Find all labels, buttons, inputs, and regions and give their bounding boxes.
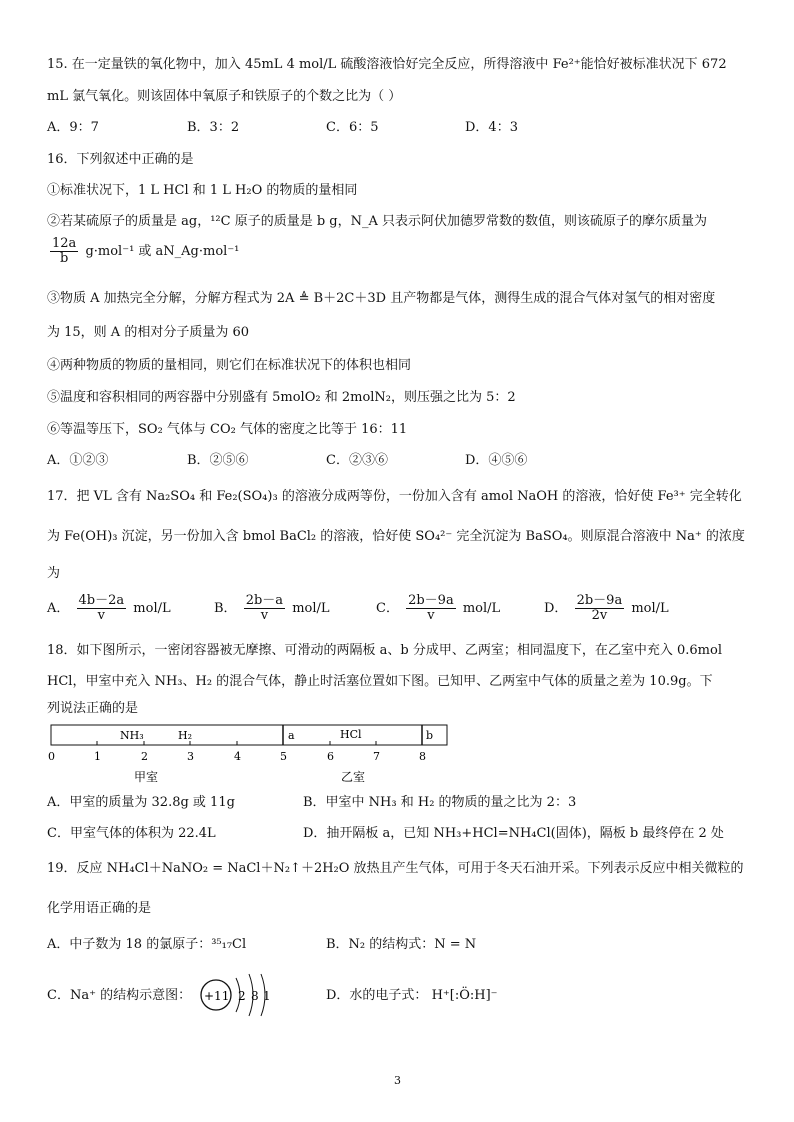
q15-option-a: A．9：7 xyxy=(47,120,99,135)
tick-label: 5 xyxy=(280,750,287,763)
q16-statement-3-line1: ③物质 A 加热完全分解，分解方程式为 2A ≜ B＋2C＋3D 且产物都是气体，测得生成的混合气体对氢气的相对密度 xyxy=(47,291,716,306)
fraction xyxy=(575,594,625,623)
fraction xyxy=(406,594,456,623)
shell-electrons: 2 xyxy=(238,989,246,1003)
fraction-numerator: 4b－2a xyxy=(78,593,125,608)
q15-option-c: C．6：5 xyxy=(326,120,379,135)
q16-statement-6: ⑥等温等压下，SO₂ 气体与 CO₂ 气体的密度之比等于 16：11 xyxy=(47,422,408,437)
q17-line3: 为 xyxy=(47,566,61,581)
q19-option-c: C．Na⁺ 的结构示意图： xyxy=(47,988,192,1003)
q16-option-a: A．①②③ xyxy=(47,453,109,468)
option-label: B． xyxy=(214,601,237,616)
fraction-denominator: v xyxy=(260,608,269,623)
page-number: 3 xyxy=(394,1074,401,1087)
shell-electrons: 8 xyxy=(251,989,259,1003)
q19-option-b: B．N₂ 的结构式：N = N xyxy=(326,937,477,952)
label-room-jia: 甲室 xyxy=(134,770,159,784)
q18-line3: 列说法正确的是 xyxy=(47,701,139,716)
label-nh3: NH₃ xyxy=(120,729,144,742)
q17-line2: 为 Fe(OH)₃ 沉淀，另一份加入含 bmol BaCl₂ 的溶液，恰好使 SO₄²⁻ 完全沉淀为 BaSO₄。则原混合溶液中 Na⁺ 的浓度 xyxy=(47,529,745,544)
q19-option-a: A．中子数为 18 的氯原子：³⁵₁₇Cl xyxy=(47,937,247,952)
container-diagram xyxy=(40,722,460,788)
fraction-numerator: 12a xyxy=(52,236,77,251)
q18-option-b: B．甲室中 NH₃ 和 H₂ 的物质的量之比为 2：3 xyxy=(303,795,577,810)
q16-statement-2-tail: g·mol⁻¹ 或 aN_Ag·mol⁻¹ xyxy=(85,244,240,259)
fraction-denominator: v xyxy=(97,608,106,623)
q18-option-d: D．抽开隔板 a，已知 NH₃+HCl=NH₄Cl(固体)，隔板 b 最终停在 2 处 xyxy=(303,826,724,841)
tick-label: 1 xyxy=(94,750,101,763)
q18-line1: 18．如下图所示，一密闭容器被无摩擦、可滑动的两隔板 a、b 分成甲、乙两室；相同温度下，在乙室中充入 0.6mol xyxy=(47,643,722,658)
option-label: D． xyxy=(544,601,568,616)
container-outline xyxy=(51,725,447,745)
tick-label: 0 xyxy=(48,750,55,763)
fraction-numerator: 2b－9a xyxy=(408,593,454,608)
fraction-denominator: v xyxy=(427,608,435,623)
tick-label: 4 xyxy=(234,750,241,763)
q15-line1: 15. 在一定量铁的氧化物中，加入 45mL 4 mol/L 硫酸溶液恰好完全反应，所得溶液中 Fe²⁺能恰好被标准状况下 672 xyxy=(47,57,727,72)
fraction-denominator: 2v xyxy=(591,608,608,623)
shell-electrons: 1 xyxy=(263,989,271,1003)
q15-option-b: B．3：2 xyxy=(187,120,240,135)
q17-line1: 17．把 VL 含有 Na₂SO₄ 和 Fe₂(SO₄)₃ 的溶液分成两等份，一份加入含有 amol NaOH 的溶液，恰好使 Fe³⁺ 完全转化 xyxy=(47,489,742,504)
q18-option-c: C．甲室气体的体积为 22.4L xyxy=(47,826,216,841)
q16-stem: 16．下列叙述中正确的是 xyxy=(47,152,194,167)
fraction xyxy=(50,237,78,266)
q16-statement-4: ④两种物质的物质的量相同，则它们在标准状况下的体积也相同 xyxy=(47,358,412,373)
fraction-numerator: 2b－a xyxy=(245,593,284,608)
fraction-denominator: b xyxy=(59,251,69,266)
q16-statement-1: ①标准状况下，1 L HCl 和 1 L H₂O 的物质的量相同 xyxy=(47,183,358,198)
tick-label: 8 xyxy=(419,750,426,763)
fraction-numerator: 2b－9a xyxy=(576,593,623,608)
tick-label: 2 xyxy=(141,750,148,763)
q16-statement-3-line2: 为 15，则 A 的相对分子质量为 60 xyxy=(47,325,250,340)
unit: mol/L xyxy=(133,601,171,616)
unit: mol/L xyxy=(631,601,669,616)
unit: mol/L xyxy=(292,601,330,616)
tick-label: 7 xyxy=(373,750,380,763)
q15-option-d: D．4：3 xyxy=(465,120,518,135)
unit: mol/L xyxy=(462,601,501,616)
q19-line1: 19．反应 NH₄Cl＋NaNO₂ = NaCl＋N₂↑＋2H₂O 放热且产生气体，可用于冬天石油开采。下列表示反应中相关微粒的 xyxy=(47,861,744,876)
label-h2: H₂ xyxy=(178,729,193,742)
option-label: C． xyxy=(376,601,399,616)
q19-option-d-label: D．水的电子式： xyxy=(326,988,428,1003)
water-electron-formula: H⁺[:Ö:H]⁻ xyxy=(431,988,498,1003)
q16-option-c: C．②③⑥ xyxy=(326,453,388,468)
tick-label: 6 xyxy=(327,750,334,763)
q19-line2: 化学用语正确的是 xyxy=(47,901,152,916)
q17-option-a xyxy=(47,594,171,623)
label-partition-a: a xyxy=(288,729,295,742)
label-room-yi: 乙室 xyxy=(341,770,366,784)
sodium-ion-structure-diagram xyxy=(196,970,276,1020)
nucleus-charge: +11 xyxy=(204,989,230,1003)
q16-option-d: D．④⑤⑥ xyxy=(465,453,528,468)
label-hcl: HCl xyxy=(340,728,362,741)
q16-statement-5: ⑤温度和容积相同的两容器中分别盛有 5molO₂ 和 2molN₂，则压强之比为 5：2 xyxy=(47,390,516,405)
q16-statement-2: ②若某硫原子的质量是 ag，¹²C 原子的质量是 b g，N_A 只表示阿伏加德罗常数的数值，则该硫原子的摩尔质量为 xyxy=(47,214,708,229)
q18-line2: HCl，甲室中充入 NH₃、H₂ 的混合气体，静止时活塞位置如下图。已知甲、乙两室中气体的质量之差为 10.9g。下 xyxy=(47,674,713,689)
tick-label: 3 xyxy=(187,750,194,763)
label-partition-b: b xyxy=(426,729,434,742)
q17-option-d xyxy=(544,594,669,623)
q18-option-a: A．甲室的质量为 32.8g 或 11g xyxy=(47,795,235,810)
q17-option-b xyxy=(214,594,330,623)
q16-statement-2-molar-mass xyxy=(47,237,239,266)
q16-option-b: B．②⑤⑥ xyxy=(187,453,249,468)
q17-option-c xyxy=(376,594,500,623)
option-label: A． xyxy=(47,601,70,616)
fraction xyxy=(77,594,127,623)
q15-line2: mL 氯气氧化。则该固体中氧原子和铁原子的个数之比为（ ） xyxy=(47,89,402,104)
fraction xyxy=(244,594,285,623)
q19-option-d xyxy=(326,987,498,1005)
